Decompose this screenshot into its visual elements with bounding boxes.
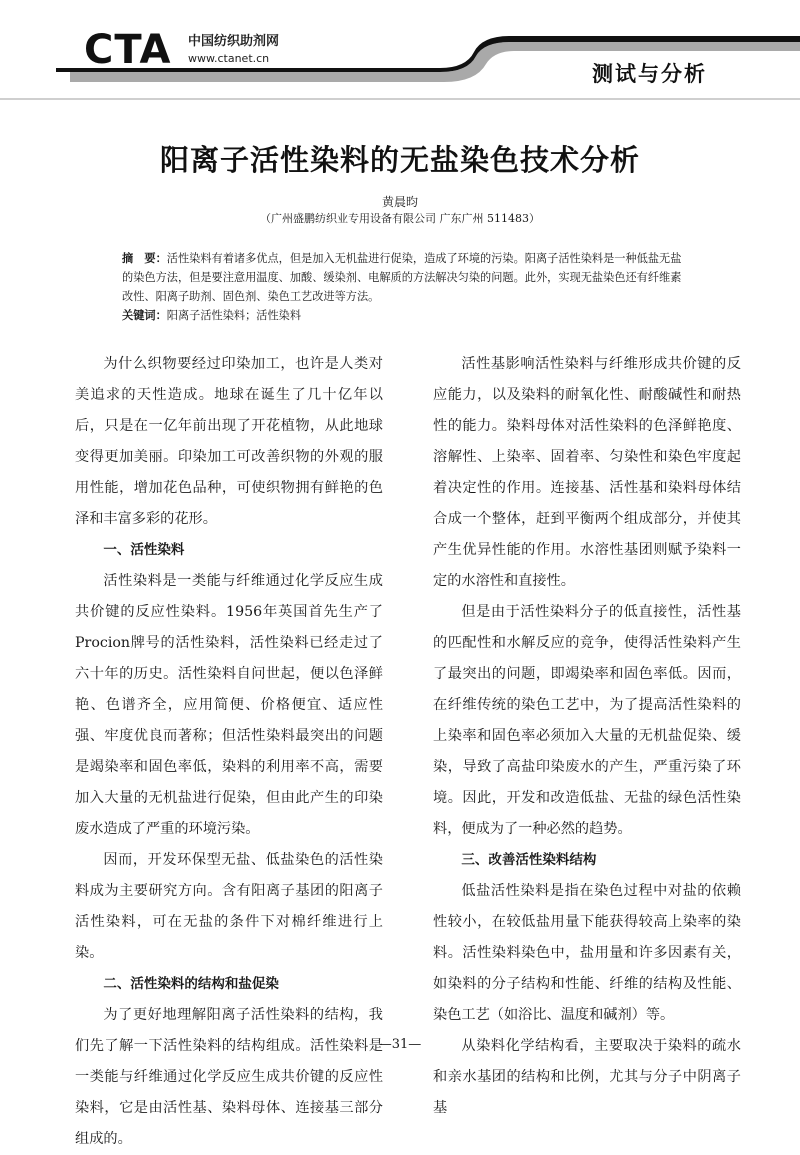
- body-paragraph: 但是由于活性染料分子的低直接性，活性基的匹配性和水解反应的竞争，使得活性染料产生了最突出的问题，即竭染率和固色率低。因而，在纤维传统的染色工艺中，为了提高活性染料的上染率和固色率必须加入大量的无机盐促染、缓染，导致了高盐印染废水的产生，严重污染了环境。因此，开发和改造低盐、无盐的绿色活性染料，便成为了一种必然的趋势。: [433, 604, 741, 837]
- site-name: 中国纺织助剂网: [188, 34, 280, 49]
- section-heading-2: 二、活性染料的结构和盐促染: [103, 976, 279, 992]
- abstract-block: [122, 249, 682, 325]
- left-column: [75, 349, 383, 1155]
- section-heading: 测试与分析: [592, 62, 707, 86]
- body-paragraph: 因而，开发环保型无盐、低盐染色的活性染料成为主要研究方向。含有阳离子基团的阳离子活性染料，可在无盐的条件下对棉纤维进行上染。: [75, 852, 383, 961]
- body-paragraph: 活性基影响活性染料与纤维形成共价键的反应能力，以及染料的耐氧化性、耐酸碱性和耐热性的能力。染料母体对活性染料的色泽鲜艳度、溶解性、上染率、固着率、匀染性和染色牢度起着决定性的作用。连接基、活性基和染料母体结合成一个整体，赶到平衡两个组成部分，并使其产生优异性能的作用。水溶性基团则赋予染料一定的水溶性和直接性。: [433, 356, 741, 589]
- article-title: 阳离子活性染料的无盐染色技术分析: [159, 143, 640, 177]
- page-header: [0, 0, 800, 100]
- abstract-label: 摘 要：: [122, 252, 167, 265]
- keywords-text: 阳离子活性染料；活性染料: [166, 309, 302, 322]
- article-author: 黄晨昀: [381, 195, 418, 209]
- page-number: —31—: [378, 1037, 422, 1052]
- body-paragraph: 低盐活性染料是指在染色过程中对盐的依赖性较小，在较低盐用量下能获得较高上染率的染料。活性染料染色中，盐用量和许多因素有关，如染料的分子结构和性能、纤维的结构及性能、染色工艺（如浴比、温度和碱剂）等。: [433, 883, 741, 1023]
- abstract-paragraph: [122, 249, 682, 306]
- abstract-text: 活性染料有着诸多优点，但是加入无机盐进行促染，造成了环境的污染。阳离子活性染料是一种低盐无盐的染色方法，但是要注意用温度、加酸、缓染剂、电解质的方法解决匀染的问题。此外，实现无盐染色还有纤维素改性、阳离子助剂、固色剂、染色工艺改进等方法。: [122, 252, 682, 303]
- author-affiliation: （广州盛鹏纺织业专用设备有限公司 广东广州 511483）: [260, 212, 540, 225]
- body-paragraph: 活性染料是一类能与纤维通过化学反应生成共价键的反应性染料。1956年英国首先生产了Procion牌号的活性染料，活性染料已经走过了六十年的历史。活性染料自问世起，便以色泽鲜艳、色谱齐全，应用简便、价格便宜、适应性强、牢度优良而著称；但活性染料最突出的问题是竭染率和固色率低，染料的利用率不高，需要加入大量的无机盐进行促染，但由此产生的印染废水造成了严重的环境污染。: [75, 573, 383, 837]
- body-paragraph: 为什么织物要经过印染加工，也许是人类对美追求的天性造成。地球在诞生了几十亿年以后，只是在一亿年前出现了开花植物，从此地球变得更加美丽。印染加工可改善织物的外观的服用性能，增加花色品种，可使织物拥有鲜艳的色泽和丰富多彩的花形。: [75, 356, 383, 527]
- section-heading-1: 一、活性染料: [103, 542, 185, 558]
- keywords-paragraph: [122, 306, 682, 325]
- keywords-label: 关键词：: [122, 309, 167, 322]
- right-column: [433, 349, 741, 1124]
- cta-logo: CTA: [84, 27, 172, 73]
- body-paragraph: 为了更好地理解阳离子活性染料的结构，我们先了解一下活性染料的结构组成。活性染料是一类能与纤维通过化学反应生成共价键的反应性染料，它是由活性基、染料母体、连接基三部分组成的。: [75, 1007, 383, 1147]
- body-paragraph: 从染料化学结构看，主要取决于染料的疏水和亲水基团的结构和比例，尤其与分子中阴离子基: [433, 1038, 741, 1116]
- site-url: www.ctanet.cn: [188, 52, 270, 65]
- section-heading-3: 三、改善活性染料结构: [461, 852, 597, 868]
